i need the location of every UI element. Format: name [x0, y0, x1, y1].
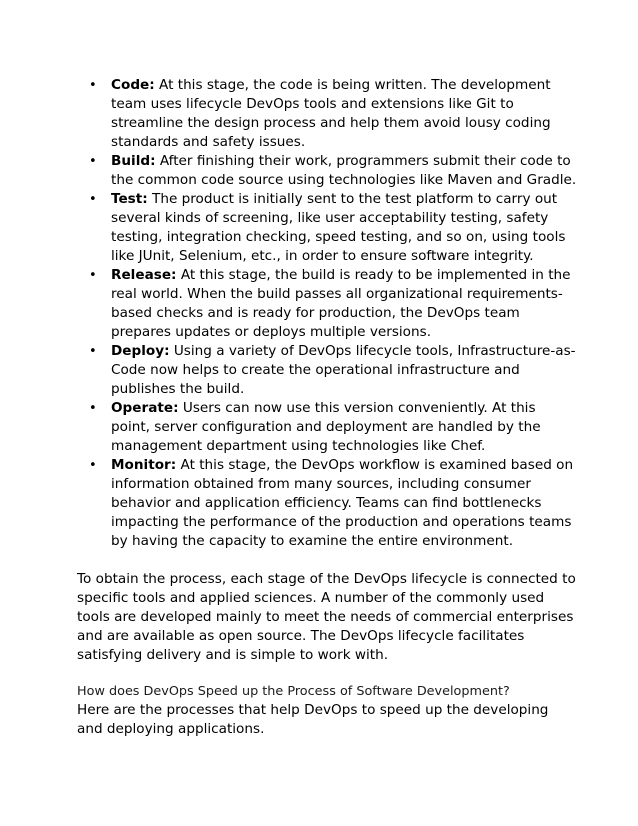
- stage-term: Operate:: [111, 400, 179, 416]
- bullet: •: [89, 192, 97, 207]
- bullet: •: [89, 268, 97, 283]
- stage-description: The product is initially sent to the test platform to carry out several kinds of screening, like user acceptability testing, safety testing, integration checking, speed testing, and so on, using tools like JUnit, Selenium, etc., in order to ensure software integrity.: [111, 191, 566, 264]
- stage-description: At this stage, the code is being written. The development team uses lifecycle DevOps tools and extensions like Git to streamline the design process and help them avoid lousy coding standards and safety issues.: [111, 77, 551, 150]
- list-item-build: [89, 152, 578, 190]
- list-item-code: [89, 76, 578, 152]
- stage-term: Release:: [111, 267, 177, 283]
- list-item-test: [89, 190, 578, 266]
- list-item-release: [89, 266, 578, 342]
- bullet: •: [89, 458, 97, 473]
- section-question: How does DevOps Speed up the Process of Software Development?: [77, 684, 510, 699]
- lifecycle-paragraph: To obtain the process, each stage of the DevOps lifecycle is connected to specific tools and applied sciences. A number of the commonly used tools are developed mainly to meet the needs of commercial enterprises and are available as open source. The DevOps lifecycle facilitates satisfying delivery and is simple to work with.: [77, 571, 576, 663]
- stage-term: Code:: [111, 77, 155, 93]
- stage-description: At this stage, the DevOps workflow is examined based on information obtained from many sources, including consumer behavior and application efficiency. Teams can find bottlenecks impacting the performance of the production and operations teams by having the capacity to examine the entire environment.: [111, 457, 574, 549]
- list-item-operate: [89, 399, 578, 456]
- list-item-deploy: [89, 342, 578, 399]
- stage-term: Deploy:: [111, 343, 170, 359]
- devops-stages-list: [77, 76, 578, 551]
- stage-description: At this stage, the build is ready to be implemented in the real world. When the build passes all organizational requirements-based checks and is ready for production, the DevOps team prepares updates or deploys multiple versions.: [111, 267, 571, 340]
- stage-description: After finishing their work, programmers submit their code to the common code source using technologies like Maven and Gradle.: [111, 153, 577, 188]
- bullet: •: [89, 78, 97, 93]
- stage-term: Build:: [111, 153, 156, 169]
- stage-description: Using a variety of DevOps lifecycle tools, Infrastructure-as-Code now helps to create the operational infrastructure and publishes the build.: [111, 343, 576, 397]
- bullet: •: [89, 344, 97, 359]
- stage-term: Test:: [111, 191, 148, 207]
- stage-term: Monitor:: [111, 457, 177, 473]
- list-item-monitor: [89, 456, 578, 551]
- bullet: •: [89, 401, 97, 416]
- stage-description: Users can now use this version conveniently. At this point, server configuration and deployment are handled by the management department using technologies like Chef.: [111, 400, 541, 454]
- bullet: •: [89, 154, 97, 169]
- section-answer: Here are the processes that help DevOps to speed up the developing and deploying applications.: [77, 702, 549, 737]
